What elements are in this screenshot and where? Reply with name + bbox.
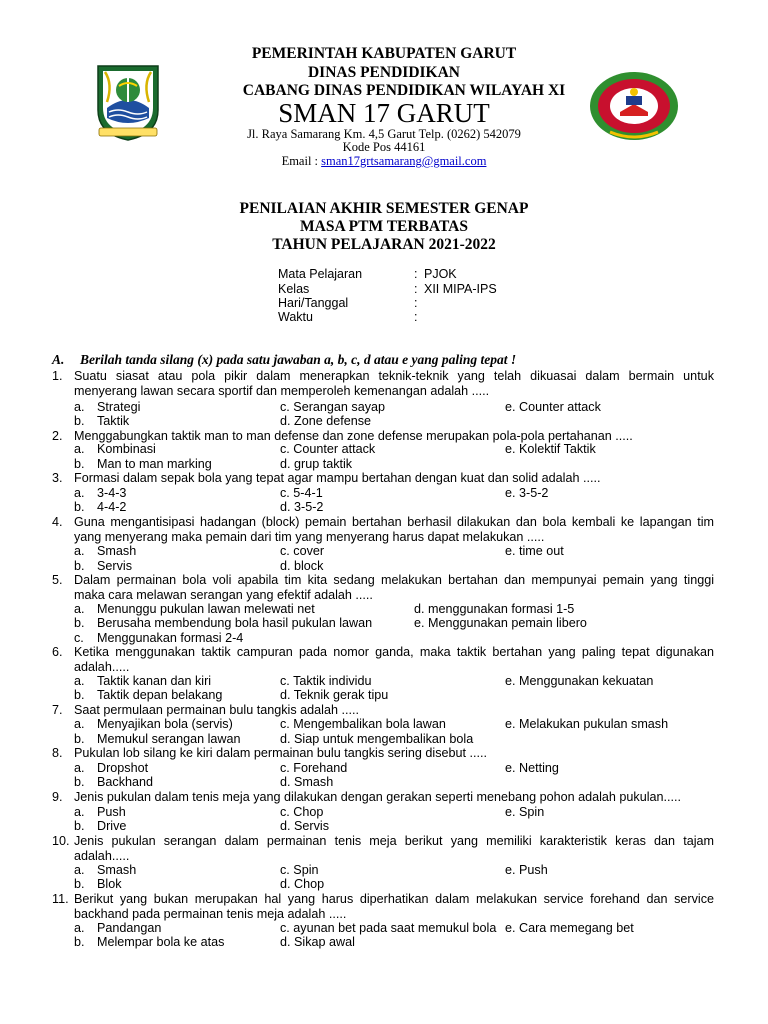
question-text [74,369,714,398]
question-text [74,645,714,674]
answer-option: Memukul serangan lawan [97,732,241,746]
question-text [74,471,714,486]
question-line: Menggabungkan taktik man to man defense dan zone defense merupakan pola-pola pertahanan ..... [74,429,633,443]
exam-subtitle: MASA PTM TERBATAS [300,218,468,235]
answer-option: d. Servis [280,819,329,833]
instruction-text: Berilah tanda silang (x) pada satu jawaban a, b, c, d atau e yang paling tepat ! [80,352,517,367]
question-line: Guna mengantisipasi hadangan (block) pemain bertahan berhasil dilakukan dan bola kembali ke lapangan tim [74,515,714,529]
question-text [74,515,714,544]
school-year: TAHUN PELAJARAN 2021-2022 [272,236,496,253]
answer-option: d. Smash [280,775,334,789]
question-text [74,746,714,761]
answer-option: e. Spin [505,805,545,819]
section-letter: A. [52,352,65,367]
question-line: adalah..... [74,848,130,863]
answer-option: Smash [97,863,137,877]
answer-option: c. Mengembalikan bola lawan [280,717,446,731]
option-letter: b. [74,732,85,746]
question-number: 4. [52,515,63,529]
option-letter: b. [74,819,85,833]
question-line: Berikut yang bukan merupakan hal yang harus diperhatikan dalam melakukan service forehand dan service [74,892,714,906]
question-line: Dalam permainan bola voli apabila tim kita sedang melakukan bertahan dan mempunyai pemain yang tinggi [74,573,714,587]
question-number: 3. [52,471,63,485]
answer-option: Menggunakan formasi 2-4 [97,631,244,645]
question-number: 10. [52,834,70,848]
answer-option: Taktik [97,414,130,428]
answer-option: Smash [97,544,137,558]
answer-option: Servis [97,559,132,573]
option-letter: b. [74,414,85,428]
answer-option: Strategi [97,400,141,414]
answer-option: e. Melakukan pukulan smash [505,717,669,731]
info-value: XII MIPA-IPS [424,282,497,296]
option-letter: b. [74,457,85,471]
question-text [74,892,714,921]
info-label: Mata Pelajaran [278,267,363,281]
question-text [74,429,714,444]
option-letter: b. [74,616,85,630]
option-letter: a. [74,486,85,500]
question-line: Pukulan lob silang ke kiri dalam permainan bulu tangkis sering disebut ..... [74,746,488,760]
answer-option: Menunggu pukulan lawan melewati net [97,602,315,616]
info-colon: : [414,282,418,296]
option-letter: b. [74,688,85,702]
question-line: Jenis pukulan serangan dalam permainan tenis meja berikut yang memiliki karakteristik keras dan tajam [74,834,714,848]
email-label: Email : [281,154,322,168]
school-email [0,154,768,169]
option-letter: c. [74,631,84,645]
question-number: 8. [52,746,63,760]
email-link[interactable]: sman17grtsamarang@gmail.com [321,154,487,168]
option-letter: a. [74,805,85,819]
question-line: Jenis pukulan dalam tenis meja yang dilakukan dengan gerakan seperti menebang pohon adalah pukulan..... [74,790,682,804]
option-letter: a. [74,921,85,935]
answer-option: e. Kolektif Taktik [505,442,596,456]
answer-option: Taktik depan belakang [97,688,223,702]
question-number: 1. [52,369,63,383]
answer-option: Menyajikan bola (servis) [97,717,233,731]
option-letter: a. [74,761,85,775]
option-letter: a. [74,400,85,414]
option-letter: b. [74,877,85,891]
answer-option: e. Menggunakan pemain libero [414,616,587,630]
info-label: Waktu [278,310,313,324]
answer-option: Push [97,805,126,819]
question-number: 5. [52,573,63,587]
answer-option: Backhand [97,775,154,789]
option-letter: a. [74,717,85,731]
question-line: yang menyerang maka pemain dari tim yang menyerang harus dapat melakukan ..... [74,529,545,544]
answer-option: c. ayunan bet pada saat memukul bola [280,921,497,935]
answer-option: Drive [97,819,127,833]
government-header: PEMERINTAH KABUPATEN GARUT [251,45,517,62]
answer-option: Taktik kanan dan kiri [97,674,212,688]
answer-option: Berusaha membendung bola hasil pukulan lawan [97,616,373,630]
info-colon: : [414,267,418,281]
info-label: Hari/Tanggal [278,296,349,310]
department-header: DINAS PENDIDIKAN [307,64,460,81]
answer-option: e. Cara memegang bet [505,921,634,935]
answer-option: Kombinasi [97,442,156,456]
answer-option: d. Zone defense [280,414,372,428]
question-line: maka cara melawan serangan yang efektif adalah ..... [74,587,373,602]
question-number: 7. [52,703,63,717]
answer-option: d. grup taktik [280,457,353,471]
school-name: SMAN 17 GARUT [278,98,490,128]
answer-option: 3-4-3 [97,486,127,500]
question-text [74,834,714,863]
question-number: 2. [52,429,63,443]
answer-option: e. Netting [505,761,559,775]
answer-option: c. cover [280,544,325,558]
answer-option: d. Siap untuk mengembalikan bola [280,732,474,746]
question-text [74,703,714,718]
answer-option: Blok [97,877,122,891]
question-text [74,573,714,602]
question-number: 9. [52,790,63,804]
option-letter: b. [74,500,85,514]
answer-option: c. Forehand [280,761,348,775]
info-value: PJOK [424,267,457,281]
answer-option: Dropshot [97,761,149,775]
answer-option: 4-4-2 [97,500,127,514]
answer-option: c. Serangan sayap [280,400,386,414]
answer-option: e. 3-5-2 [505,486,549,500]
question-number: 11. [52,892,69,906]
question-line: menyerang lawan secara sportif dan memperoleh kemenangan adalah ..... [74,383,490,398]
answer-option: d. Teknik gerak tipu [280,688,389,702]
branch-header: CABANG DINAS PENDIDIKAN WILAYAH XI [242,82,566,99]
answer-option: e. Push [505,863,548,877]
answer-option: Pandangan [97,921,162,935]
option-letter: b. [74,775,85,789]
answer-option: Melempar bola ke atas [97,935,225,949]
option-letter: a. [74,442,85,456]
school-address: Jl. Raya Samarang Km. 4,5 Garut Telp. (0262) 542079 [247,127,521,141]
answer-option: e. time out [505,544,564,558]
answer-option: d. menggunakan formasi 1-5 [414,602,575,616]
option-letter: a. [74,602,85,616]
question-line: backhand pada permainan tenis meja adalah ..... [74,906,347,921]
question-line: Saat permulaan permainan bulu tangkis adalah ..... [74,703,359,717]
question-line: Formasi dalam sepak bola yang tepat agar mampu bertahan dengan kuat dan solid adalah ..... [74,471,601,485]
option-letter: b. [74,559,85,573]
answer-option: c. Taktik individu [280,674,372,688]
answer-option: e. Menggunakan kekuatan [505,674,654,688]
answer-option: d. 3-5-2 [280,500,324,514]
exam-title: PENILAIAN AKHIR SEMESTER GENAP [239,200,529,217]
question-line: Suatu siasat atau pola pikir dalam menerapkan teknik-teknik yang telah dikuasai dalam bermain untuk [74,369,714,383]
answer-option: c. Counter attack [280,442,376,456]
option-letter: b. [74,935,85,949]
question-number: 6. [52,645,63,659]
info-colon: : [414,310,418,324]
option-letter: a. [74,863,85,877]
answer-option: d. block [280,559,324,573]
answer-option: d. Chop [280,877,325,891]
question-text [74,790,714,805]
option-letter: a. [74,544,85,558]
answer-option: d. Sikap awal [280,935,355,949]
answer-option: c. Spin [280,863,319,877]
answer-option: e. Counter attack [505,400,601,414]
answer-option: Man to man marking [97,457,212,471]
info-label: Kelas [278,282,310,296]
postal-code: Kode Pos 44161 [342,140,426,154]
question-line: adalah..... [74,659,130,674]
info-colon: : [414,296,418,310]
answer-option: c. Chop [280,805,324,819]
answer-option: c. 5-4-1 [280,486,323,500]
option-letter: a. [74,674,85,688]
question-line: Ketika menggunakan taktik campuran pada nomor ganda, maka taktik bertahan yang paling tepat digunakan [74,645,714,659]
